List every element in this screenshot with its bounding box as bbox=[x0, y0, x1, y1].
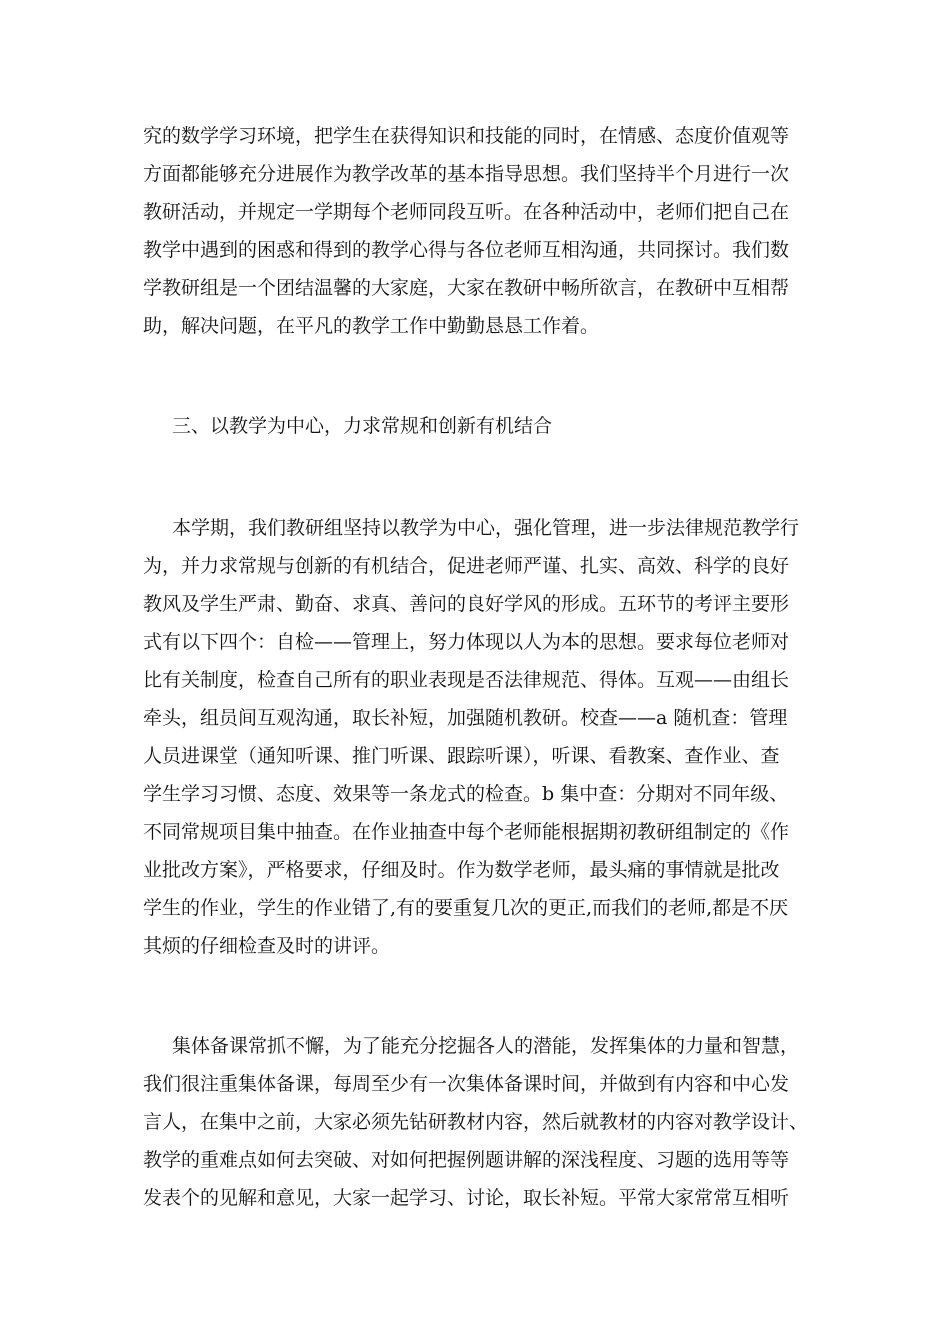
paragraph-2-line-12: 其烦的仔细检查及时的讲评。 bbox=[143, 935, 391, 957]
paragraph-2-line-2: 为，并力求常规与创新的有机结合，促进老师严谨、扎实、高效、科学的良好 bbox=[143, 555, 790, 577]
paragraph-2-line-4: 式有以下四个：自检——管理上，努力体现以人为本的思想。要求每位老师对 bbox=[143, 631, 790, 653]
paragraph-1-line-4: 教学中遇到的困惑和得到的教学心得与各位老师互相沟通，共同探讨。我们数 bbox=[143, 239, 790, 261]
paragraph-2-line-6: 牵头，组员间互观沟通，取长补短，加强随机教研。校查——a 随机查：管理 bbox=[143, 707, 788, 729]
paragraph-2-line-7: 人员进课堂（通知听课、推门听课、跟踪听课），听课、看教案、查作业、查 bbox=[143, 745, 780, 767]
paragraph-3-line-5: 发表个的见解和意见，大家一起学习、讨论，取长补短。平常大家常常互相听 bbox=[143, 1187, 790, 1209]
paragraph-3-line-3: 言人，在集中之前，大家必须先钻研教材内容，然后就教材的内容对教学设计、 bbox=[143, 1111, 809, 1133]
paragraph-1-line-1: 究的数学学习环境，把学生在获得知识和技能的同时，在情感、态度价值观等 bbox=[143, 125, 790, 147]
paragraph-2-line-8: 学生学习习惯、态度、效果等一条龙式的检查。b 集中查：分期对不同年级、 bbox=[143, 783, 789, 805]
paragraph-1-line-5: 学教研组是一个团结温馨的大家庭，大家在教研中畅所欲言，在教研中互相帮 bbox=[143, 277, 790, 299]
paragraph-2-line-11: 学生的作业，学生的作业错了,有的要重复几次的更正,而我们的老师,都是不厌 bbox=[143, 897, 789, 919]
paragraph-2-line-5: 比有关制度，检查自己所有的职业表现是否法律规范、得体。互观——由组长 bbox=[143, 669, 790, 691]
paragraph-1-line-3: 教研活动，并规定一学期每个老师同段互听。在各种活动中，老师们把自己在 bbox=[143, 201, 790, 223]
paragraph-2-line-10: 业批改方案》，严格要求，仔细及时。作为数学老师，最头痛的事情就是批改 bbox=[143, 859, 780, 881]
paragraph-2-line-3: 教风及学生严肃、勤奋、求真、善问的良好学风的形成。五环节的考评主要形 bbox=[143, 593, 790, 615]
paragraph-1-line-2: 方面都能够充分进展作为教学改革的基本指导思想。我们坚持半个月进行一次 bbox=[143, 163, 790, 185]
paragraph-2-line-1: 本学期，我们教研组坚持以教学为中心，强化管理，进一步法律规范教学行 bbox=[172, 517, 800, 539]
paragraph-1-line-6: 助，解决问题，在平凡的教学工作中勤勤恳恳工作着。 bbox=[143, 315, 600, 337]
section-heading: 三、以教学为中心，力求常规和创新有机结合 bbox=[172, 415, 553, 437]
paragraph-2-line-9: 不同常规项目集中抽查。在作业抽查中每个老师能根据期初教研组制定的《作 bbox=[143, 821, 790, 843]
paragraph-3-line-1: 集体备课常抓不懈，为了能充分挖掘各人的潜能，发挥集体的力量和智慧， bbox=[172, 1035, 800, 1057]
paragraph-3-line-2: 我们很注重集体备课，每周至少有一次集体备课时间，并做到有内容和中心发 bbox=[143, 1073, 790, 1095]
paragraph-3-line-4: 教学的重难点如何去突破、对如何把握例题讲解的深浅程度、习题的选用等等 bbox=[143, 1149, 790, 1171]
